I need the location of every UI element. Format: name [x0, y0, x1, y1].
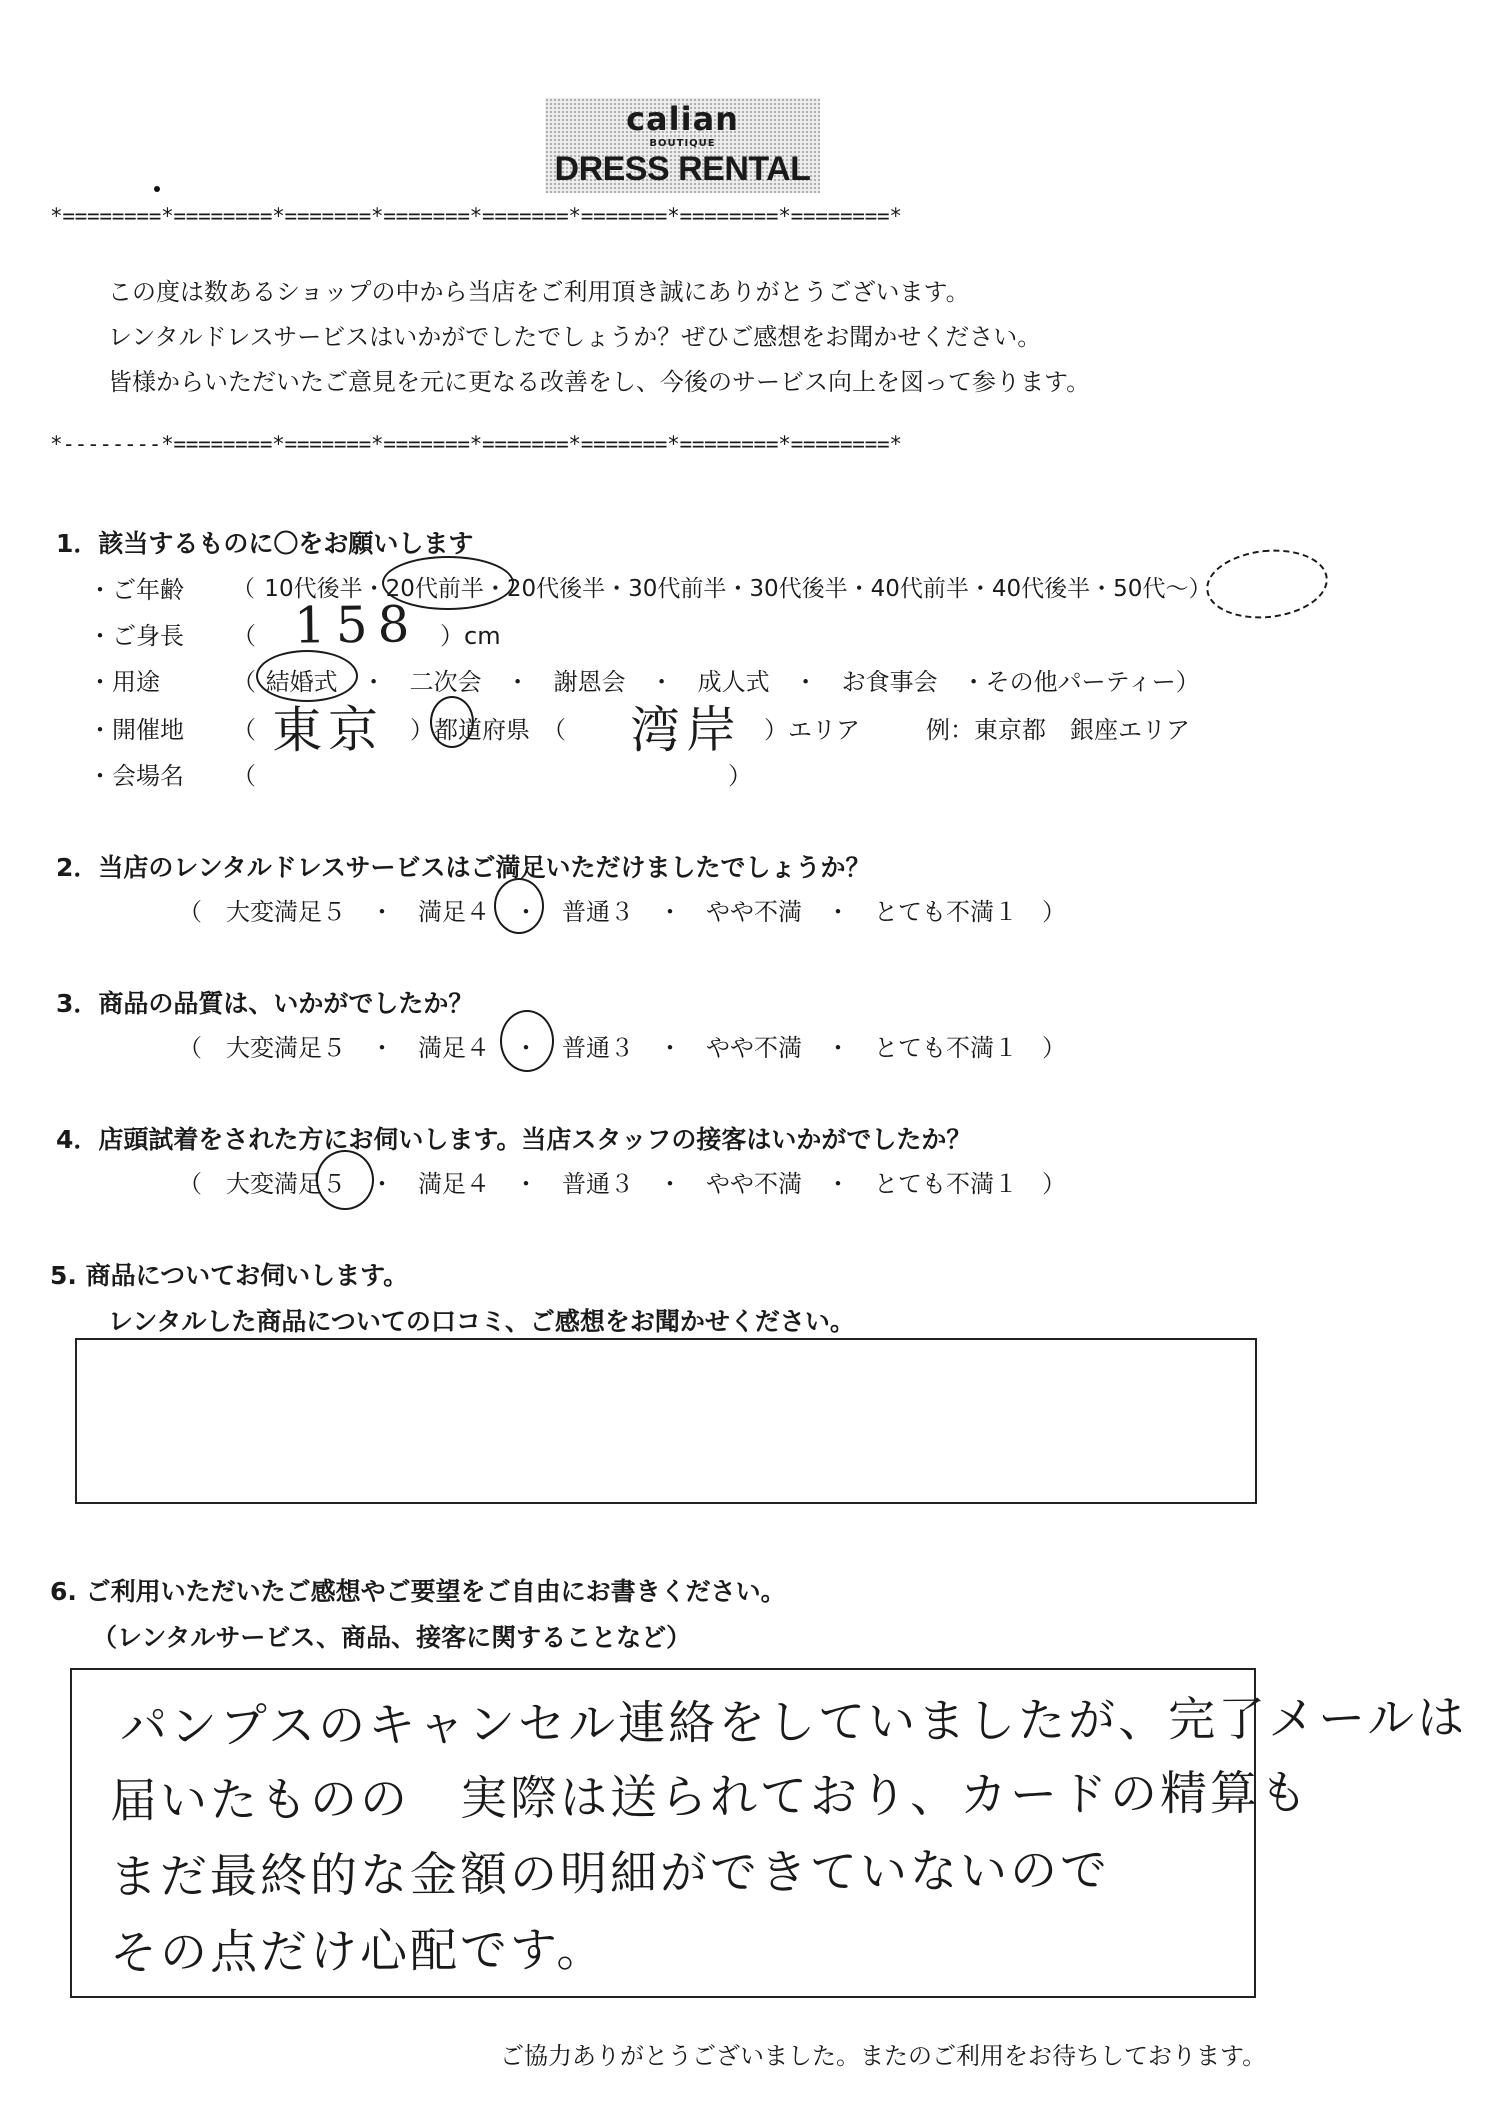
- logo-brand: calian: [626, 100, 739, 138]
- divider-top: *========*========*=======*=======*=======*=======*========*========*: [50, 204, 902, 228]
- q5-subheading: レンタルした商品についての口コミ、ご感想をお聞かせください。: [108, 1307, 855, 1336]
- venue-open-paren: （: [232, 716, 256, 744]
- q6-heading: 6. ご利用いただいたご感想やご要望をご自由にお書きください。: [50, 1577, 786, 1606]
- purpose-options: （ 結婚式 ・ 二次会 ・ 謝恩会 ・ 成人式 ・ お食事会 ・その他パーティー）: [232, 668, 1200, 696]
- q5-answer-box[interactable]: [75, 1338, 1257, 1504]
- q6-subheading: （レンタルサービス、商品、接客に関することなど）: [92, 1623, 692, 1652]
- venue-area-value: 湾岸: [629, 700, 743, 760]
- q6-answer-line-4: その点だけ心配です。: [109, 1922, 607, 1981]
- q6-answer-line-2: 届いたものの 実際は送られており、カードの精算も: [109, 1765, 1311, 1829]
- height-unit: ）cm: [440, 622, 501, 650]
- height-open-paren: （: [232, 622, 256, 650]
- footer-thanks: ご協力ありがとうございました。またのご利用をお待ちしております。: [500, 2042, 1267, 2070]
- hall-label: ・会場名: [88, 762, 184, 790]
- q6-answer-line-3: まだ最終的な金額の明細ができていないので: [109, 1843, 1111, 1905]
- q2-options: （ 大変満足５ ・ 満足４ ・ 普通３ ・ やや不満 ・ とても不満１ ）: [178, 898, 1066, 926]
- q4-heading: 4．店頭試着をされた方にお伺いします。当店スタッフの接客はいかがでしたか？: [56, 1125, 972, 1154]
- purpose-label: ・用途: [88, 668, 160, 696]
- hall-close-paren: ）: [728, 762, 752, 790]
- logo-title: DRESS RENTAL: [554, 150, 811, 188]
- q4-options: （ 大変満足５ ・ 満足４ ・ 普通３ ・ やや不満 ・ とても不満１ ）: [178, 1170, 1066, 1198]
- venue-prefecture-suffix: ）都道府県 （: [410, 716, 566, 744]
- venue-area-suffix: ）エリア: [764, 716, 860, 744]
- height-label: ・ご身長: [88, 622, 184, 650]
- circle-mark-prefecture: [430, 696, 474, 748]
- logo-subtitle: BOUTIQUE: [649, 138, 716, 149]
- intro-line-2: レンタルドレスサービスはいかがでしたでしょうか？ぜひご感想をお聞かせください。: [108, 323, 1042, 351]
- age-options: （ 10代後半・20代前半・20代後半・30代前半・30代後半・40代前半・40代後半・50代～）: [232, 576, 1212, 602]
- venue-label: ・開催地: [88, 716, 184, 744]
- q5-heading: 5. 商品についてお伺いします。: [50, 1261, 409, 1290]
- circle-mark-q3-satisfied: [500, 1010, 554, 1072]
- logo: [545, 98, 820, 193]
- stray-mark: [154, 186, 160, 192]
- q3-heading: 3．商品の品質は、いかがでしたか？: [56, 989, 474, 1018]
- divider-bottom: *--------*========*=======*=======*=======*=======*========*========*: [50, 432, 902, 456]
- q6-answer-line-1: パンプスのキャンセル連絡をしていましたが、完了メールは: [119, 1690, 1468, 1755]
- circle-mark-q4-very-satisfied: [316, 1150, 374, 1210]
- circle-mark-age-50s: [1203, 544, 1331, 624]
- age-label: ・ご年齢: [88, 576, 184, 604]
- intro-line-3: 皆様からいただいたご意見を元に更なる改善をし、今後のサービス向上を図って参ります。: [108, 368, 1091, 396]
- q2-heading: 2．当店のレンタルドレスサービスはご満足いただけましたでしょうか？: [56, 853, 871, 882]
- circle-mark-q2-satisfied: [494, 878, 544, 934]
- hall-open-paren: （: [232, 762, 256, 790]
- venue-prefecture-value: 東京: [271, 700, 385, 760]
- intro-line-1: この度は数あるショップの中から当店をご利用頂き誠にありがとうございます。: [108, 278, 970, 306]
- venue-example: 例：東京都 銀座エリア: [926, 716, 1190, 744]
- q3-options: （ 大変満足５ ・ 満足４ ・ 普通３ ・ やや不満 ・ とても不満１ ）: [178, 1034, 1066, 1062]
- q1-heading: 1．該当するものに〇をお願いします: [56, 529, 474, 558]
- q6-answer-box[interactable]: [70, 1668, 1468, 1998]
- height-value: 158: [293, 595, 420, 655]
